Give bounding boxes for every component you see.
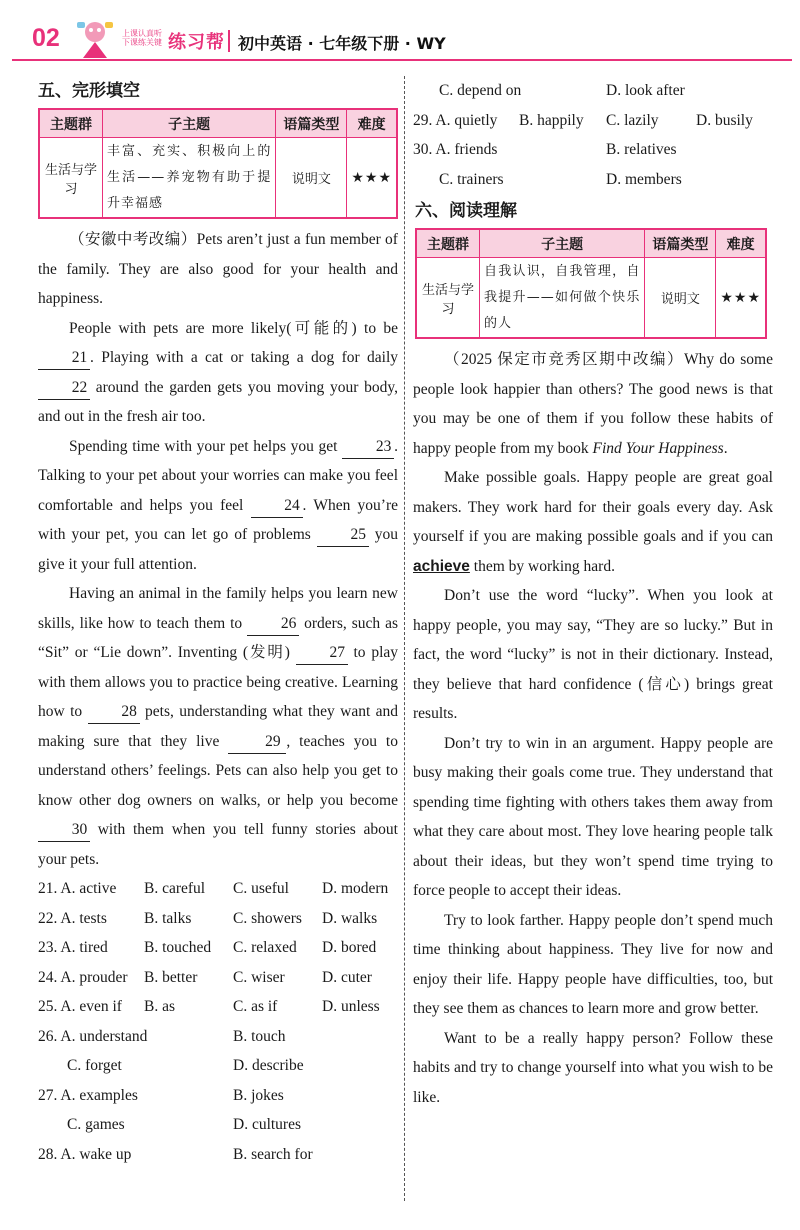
- passage-paragraph: Spending time with your pet helps you get 23 . Talking to your pet about your worries can make you feel comfortable and helps you feel 24 . When you’re with your pet, you can let go of problems 25 you give it your full attention.: [38, 437, 399, 573]
- section-title: 五、完形填空: [38, 81, 140, 101]
- option-a[interactable]: 25. A. even if: [38, 998, 122, 1015]
- table-cell: 说明文: [276, 138, 347, 219]
- table-cell: 生活与学习: [39, 138, 103, 219]
- passage-paragraph: （2025 保定市竞秀区期中改编）Why do some people look happier than others? The good news is that you may be one of them if you follow these habits of happy people from my book Find Your Happiness.: [413, 351, 773, 457]
- mascot-logo-icon: [73, 18, 117, 60]
- topic-table: [415, 228, 767, 339]
- question-options: [38, 1140, 398, 1170]
- option-c[interactable]: C. trainers: [439, 170, 504, 188]
- option-c[interactable]: C. showers: [233, 909, 302, 927]
- passage-paragraph: Make possible goals. Happy people are great goal makers. They work hard for their goals every day. Ask yourself if you are making possible goals and if you can achieve them by working hard.: [413, 469, 773, 575]
- book-title: 初中英语 · 七年级下册 · WY: [238, 34, 446, 53]
- book-title-italic: Find Your Happiness: [592, 439, 724, 457]
- question-options: [413, 135, 773, 165]
- option-d[interactable]: D. busily: [696, 111, 753, 129]
- passage-paragraph: Don’t use the word “lucky”. When you look at happy people, you may say, “They are so lucky.” But in fact, the word “lucky” is not in their dictionary. Instead, they believe that hard confidence (信心) brings great results.: [413, 587, 773, 722]
- reading-section: [413, 76, 773, 1112]
- table-header: 子主题: [480, 229, 645, 258]
- table-header: 难度: [716, 229, 766, 258]
- passage-paragraph: Don’t try to win in an argument. Happy people are busy making their goals come true. They understand that spending time fighting with others takes them away from what they care about most. They love hearing people talk about their ideas, but they won’t spend time trying to force people to accept their ideas.: [413, 734, 773, 899]
- table-header: 难度: [347, 109, 397, 138]
- passage-paragraph: （安徽中考改编）Pets aren’t just a fun member of the family. They are also good for your health and happiness.: [38, 231, 398, 307]
- option-d[interactable]: D. cuter: [322, 968, 372, 986]
- page-header: [0, 0, 800, 60]
- question-options: [38, 1022, 398, 1052]
- table-cell: 丰富、充实、积极向上的生活——养宠物有助于提升幸福感: [103, 138, 276, 219]
- table-header: 语篇类型: [645, 229, 716, 258]
- blank-26[interactable]: 26: [247, 613, 299, 636]
- question-options: [413, 165, 773, 195]
- question-options: [413, 106, 773, 136]
- blank-22[interactable]: 22: [38, 377, 90, 400]
- header-rule: [12, 59, 792, 61]
- highlighted-word: achieve: [413, 557, 470, 575]
- question-options: [38, 904, 398, 934]
- table-cell: 生活与学习: [416, 258, 480, 339]
- blank-24[interactable]: 24: [251, 495, 303, 518]
- option-a[interactable]: 29. A. quietly: [413, 111, 498, 129]
- question-options: [38, 1110, 398, 1140]
- topic-table: [38, 108, 398, 219]
- option-b[interactable]: B. touched: [144, 939, 212, 956]
- option-c[interactable]: C. as if: [233, 998, 278, 1015]
- option-a[interactable]: 21. A. active: [38, 880, 117, 897]
- option-c[interactable]: C. forget: [67, 1057, 122, 1074]
- header-separator: [228, 30, 230, 52]
- passage-paragraph: People with pets are more likely(可能的) to be 21 . Playing with a cat or taking a dog for daily 22 around the garden gets you moving your body, and out in the fresh air too.: [38, 319, 398, 425]
- option-b[interactable]: B. as: [144, 998, 175, 1015]
- blank-30[interactable]: 30: [38, 819, 90, 842]
- option-b[interactable]: B. happily: [519, 111, 584, 129]
- question-options: [413, 76, 773, 106]
- option-d[interactable]: D. look after: [606, 82, 685, 99]
- table-cell: 自我认识，自我管理，自我提升——如何做个快乐的人: [480, 258, 645, 339]
- option-a[interactable]: 28. A. wake up: [38, 1145, 132, 1163]
- cloze-section: [38, 74, 398, 1169]
- difficulty-stars: ★★★: [716, 258, 766, 339]
- option-b[interactable]: B. jokes: [233, 1086, 284, 1104]
- blank-28[interactable]: 28: [88, 701, 140, 724]
- table-header: 主题群: [416, 229, 480, 258]
- option-d[interactable]: D. cultures: [233, 1116, 302, 1133]
- option-d[interactable]: D. bored: [322, 939, 377, 956]
- question-options: [38, 933, 398, 963]
- option-c[interactable]: C. depend on: [439, 82, 522, 99]
- page-number: 02: [32, 24, 60, 52]
- brand-name: 练习帮: [168, 32, 225, 53]
- option-d[interactable]: D. modern: [322, 880, 389, 897]
- option-a[interactable]: 30. A. friends: [413, 141, 498, 158]
- option-a[interactable]: 24. A. prouder: [38, 968, 128, 986]
- question-options: [38, 963, 398, 993]
- option-b[interactable]: B. search for: [233, 1145, 313, 1163]
- passage-paragraph: Want to be a really happy person? Follow these habits and try to change yourself into what you wish to be like.: [413, 1029, 773, 1106]
- option-b[interactable]: B. careful: [144, 880, 206, 897]
- option-b[interactable]: B. better: [144, 968, 198, 986]
- difficulty-stars: ★★★: [347, 138, 397, 219]
- option-a[interactable]: 27. A. examples: [38, 1086, 138, 1104]
- table-cell: 说明文: [645, 258, 716, 339]
- question-options: [38, 992, 398, 1022]
- option-d[interactable]: D. walks: [322, 909, 378, 927]
- passage-paragraph: Try to look farther. Happy people don’t spend much time thinking about happiness. They live for now and enjoy their life. Happy people have difficulties, too, but they see them as chances to learn more and grow better.: [413, 911, 773, 1017]
- blank-25[interactable]: 25: [317, 524, 369, 547]
- table-header: 语篇类型: [276, 109, 347, 138]
- section-title: 六、阅读理解: [415, 201, 517, 221]
- option-c[interactable]: C. wiser: [233, 968, 285, 986]
- option-b[interactable]: B. relatives: [606, 141, 677, 158]
- table-header: 子主题: [103, 109, 276, 138]
- option-b[interactable]: B. talks: [144, 909, 192, 927]
- blank-27[interactable]: 27: [296, 642, 348, 665]
- option-c[interactable]: C. games: [67, 1116, 125, 1133]
- blank-23[interactable]: 23: [342, 436, 394, 459]
- header-slogan: 上课认真听 下课练关键: [122, 29, 162, 47]
- question-options: [38, 1081, 398, 1111]
- option-d[interactable]: D. describe: [233, 1057, 304, 1074]
- passage-paragraph: Having an animal in the family helps you learn new skills, like how to teach them to 26 orders, such as “Sit” or “Lie down”. Inventing (发明) 27 to play with them allows you to practice being creative. Learning how to 28 pets, understanding what they want and making sure that they live 29 , teaches you to understand others’ feelings. Pets can also help you get to know other dog owners on walks, or help you become 30 with them when you tell funny stories about your pets.: [38, 585, 399, 868]
- option-c[interactable]: C. lazily: [606, 111, 659, 129]
- option-a[interactable]: 26. A. understand: [38, 1027, 148, 1045]
- column-divider: [404, 76, 405, 1201]
- option-d[interactable]: D. members: [606, 170, 682, 188]
- table-header: 主题群: [39, 109, 103, 138]
- option-a[interactable]: 23. A. tired: [38, 939, 108, 956]
- option-c[interactable]: C. useful: [233, 880, 289, 897]
- option-b[interactable]: B. touch: [233, 1027, 286, 1045]
- question-options: [38, 1051, 398, 1081]
- option-d[interactable]: D. unless: [322, 998, 380, 1015]
- option-c[interactable]: C. relaxed: [233, 939, 297, 956]
- question-options: [38, 874, 398, 904]
- option-a[interactable]: 22. A. tests: [38, 909, 107, 927]
- blank-21[interactable]: 21: [38, 347, 90, 370]
- blank-29[interactable]: 29: [228, 731, 286, 754]
